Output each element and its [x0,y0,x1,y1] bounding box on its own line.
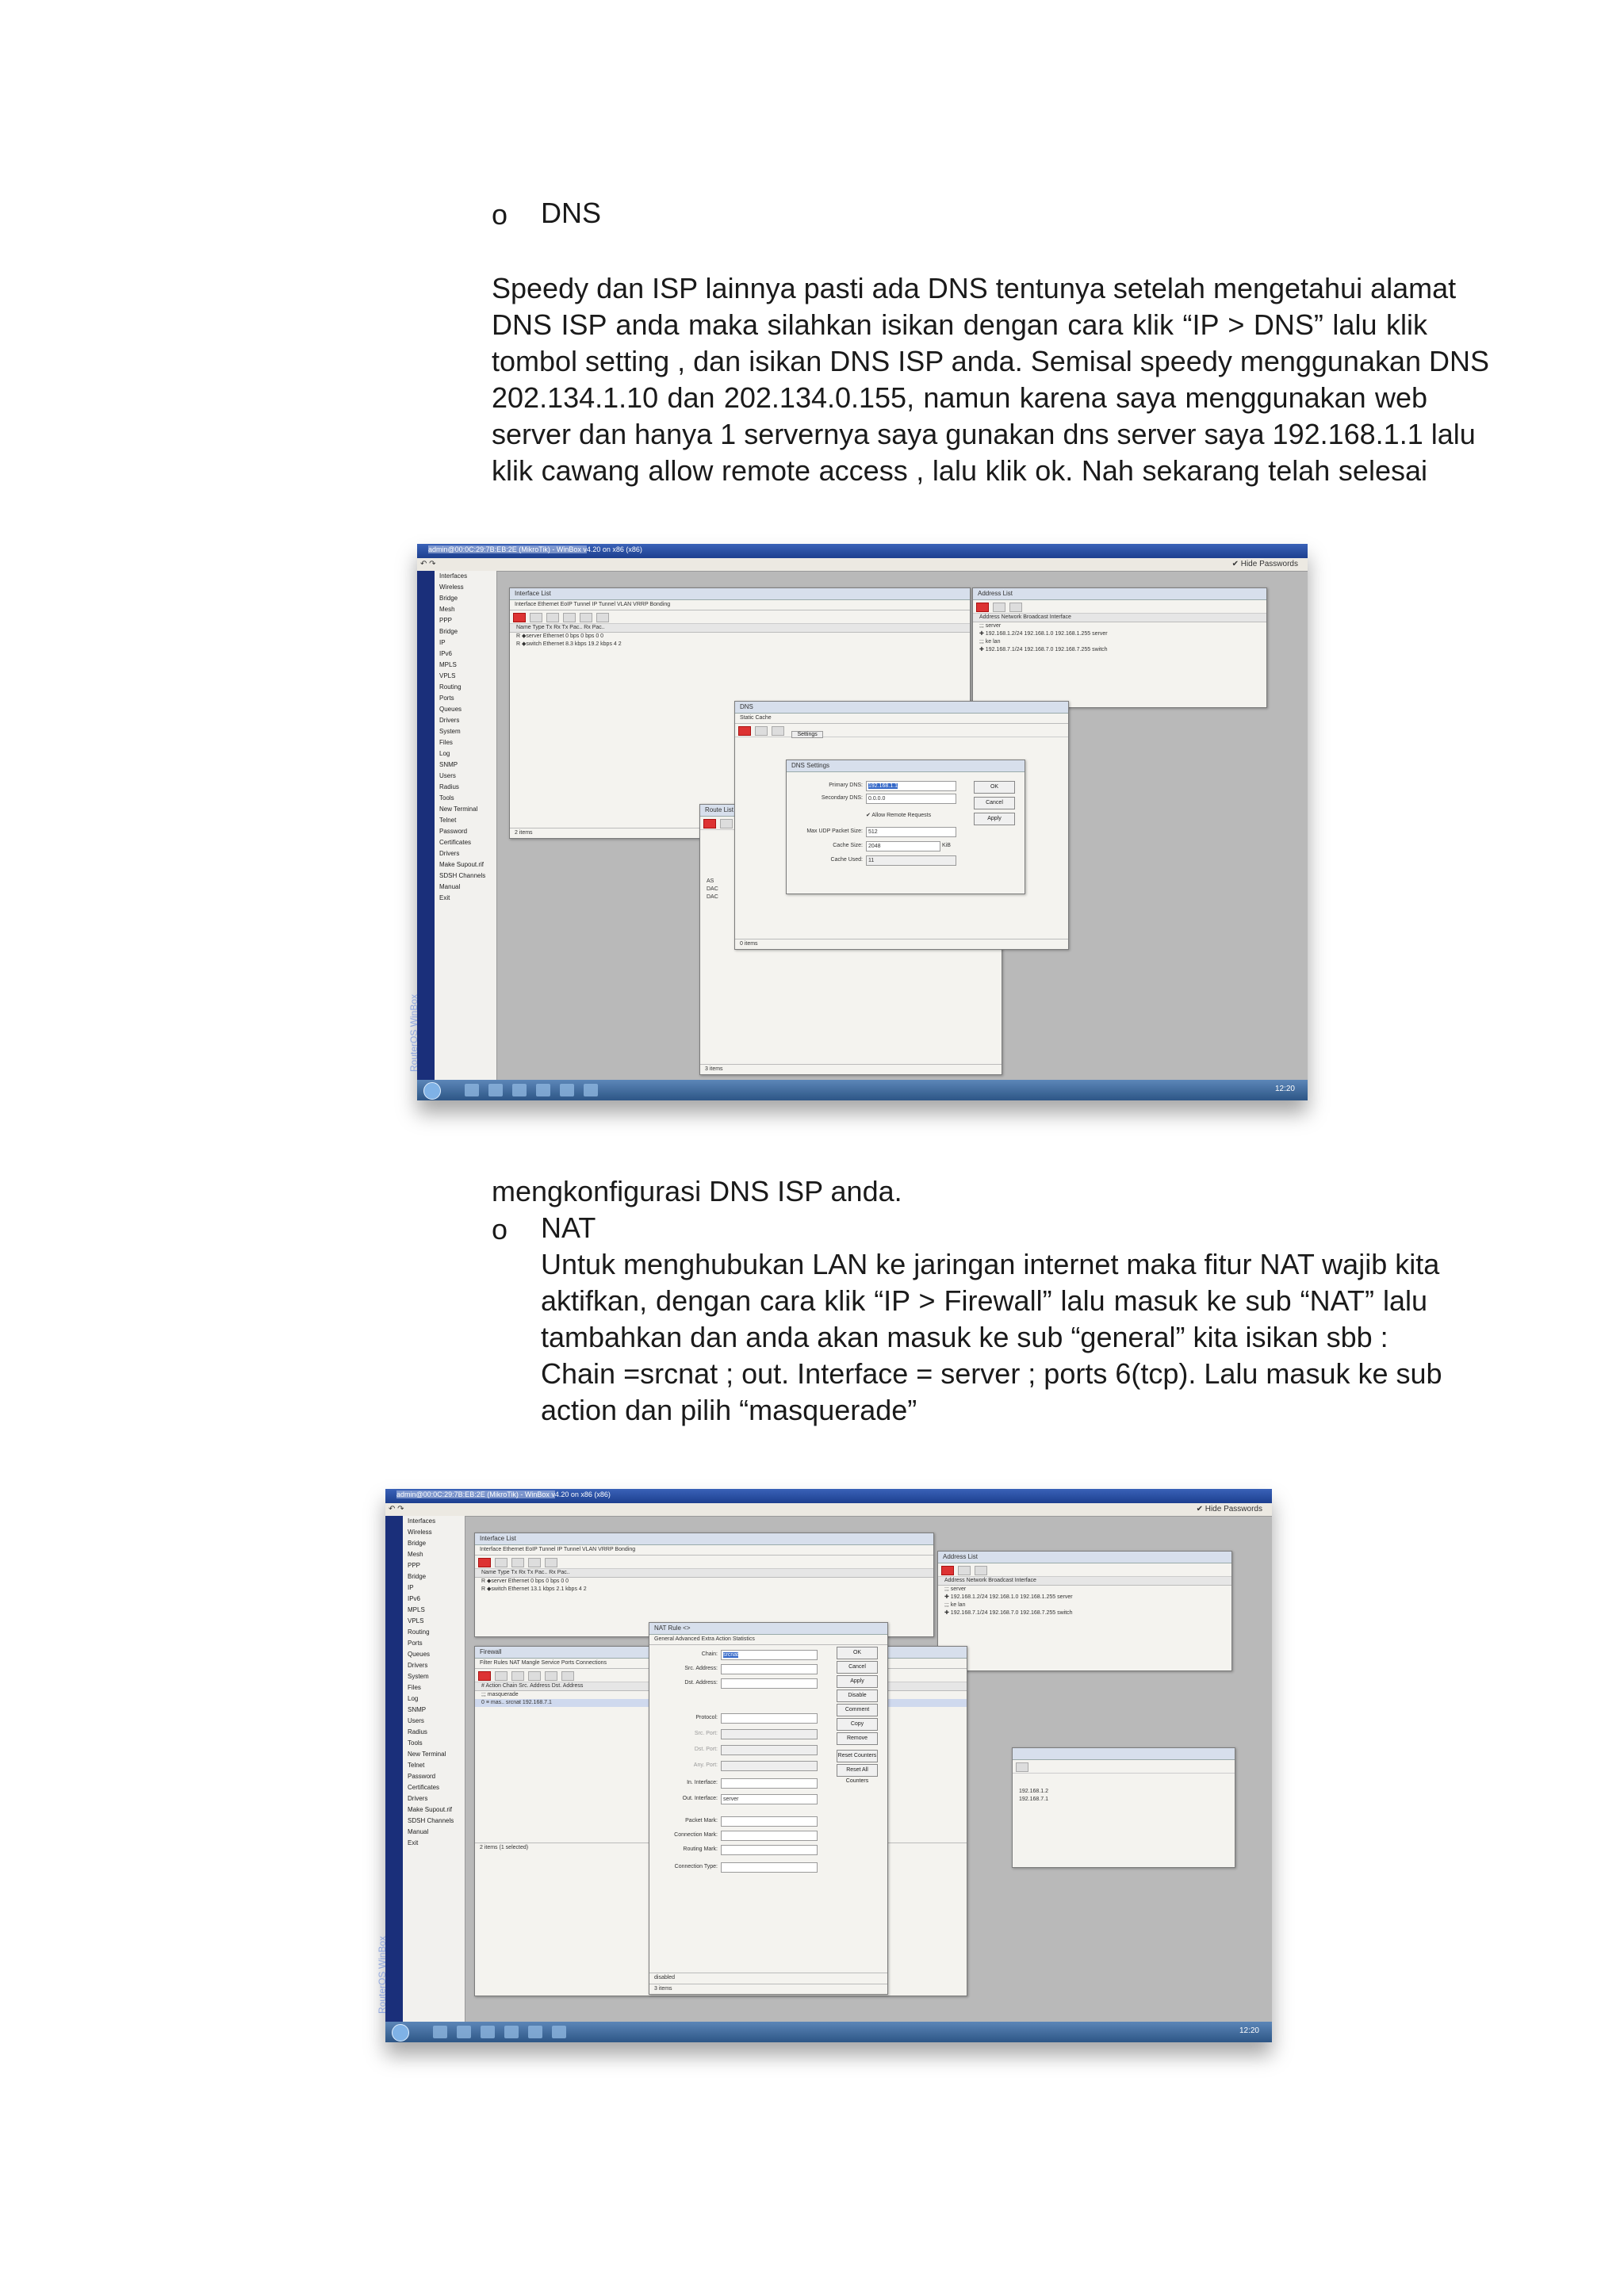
reset-all-counters-button[interactable]: Reset All Counters [837,1764,878,1777]
remove-icon[interactable] [958,1566,971,1575]
table-row[interactable]: 192.168.7.1 [1019,1797,1048,1802]
menu-item[interactable]: IPv6 [439,650,453,657]
window-title: Address List [938,1552,1231,1563]
connection-mark-label: Connection Mark: [674,1832,718,1838]
comment-icon[interactable] [545,1671,557,1681]
taskbar-app-icon[interactable] [552,2026,566,2038]
menu-item[interactable]: Files [408,1684,421,1691]
taskbar-app-icon[interactable] [433,2026,447,2038]
dns-continuation: mengkonfigurasi DNS ISP anda. [492,1175,902,1207]
table-row[interactable]: R ◆switch Ethernet 13.1 kbps 2.1 kbps 4 2 [481,1586,587,1592]
ok-button[interactable]: OK [974,781,1015,794]
menu-item[interactable]: MPLS [408,1606,425,1613]
menu-item[interactable]: Mesh [408,1551,423,1558]
nat-heading: NAT [541,1211,596,1244]
dns-line: klik cawang allow remote access , lalu klik ok. Nah sekarang telah selesai [492,454,1427,487]
taskbar-app-icon[interactable] [536,1084,550,1096]
undo-redo-icons[interactable]: ↶ ↷ [420,560,436,568]
menu-item[interactable]: Telnet [439,817,457,824]
menu-item[interactable]: Radius [439,783,459,790]
taskbar-app-icon[interactable] [481,2026,495,2038]
connection-type-label: Connection Type: [674,1864,718,1869]
window-title: admin@00:0C:29:7B:EB:2E (MikroTik) - WinBox v4.20 on x86 (x86) [428,545,642,553]
table-row[interactable]: ✚ 192.168.1.2/24 192.168.1.0 192.168.1.255 server [944,1594,1073,1600]
remove-button[interactable]: Remove [837,1732,878,1745]
menu-item[interactable]: Bridge [439,628,458,635]
dns-screenshot [408,544,1308,1100]
dst-address-input[interactable] [721,1678,818,1689]
comment-icon[interactable] [580,613,592,622]
toolbar [385,1503,1272,1517]
packet-mark-label: Packet Mark: [685,1818,718,1823]
menu-item[interactable]: Drivers [439,717,460,724]
menu-item[interactable]: Ports [408,1640,423,1647]
dns-line: server dan hanya 1 servernya saya gunakan dns server saya 192.168.1.1 lalu [492,418,1476,450]
taskbar-app-icon[interactable] [528,2026,542,2038]
table-row[interactable]: R ◆server Ethernet 0 bps 0 bps 0 0 [516,633,604,639]
table-header: Name Type Tx Rx Tx Pac.. Rx Pac.. [510,624,970,633]
table-row[interactable]: DAC [707,886,718,892]
start-button-icon[interactable] [423,1082,441,1100]
menu-item[interactable]: SNMP [439,761,458,768]
nat-paragraph [541,1246,1442,1429]
dst-address-label: Dst. Address: [684,1680,718,1686]
copy-button[interactable]: Copy [837,1718,878,1731]
table-header: # Action Chain Src. Address Dst. Address [475,1682,967,1691]
connection-type-select[interactable] [721,1862,818,1873]
window-title: DNS Settings [787,760,1025,772]
add-icon[interactable] [478,1558,491,1567]
menu-item[interactable]: Routing [408,1628,430,1636]
menu-item[interactable]: Bridge [439,595,458,602]
nat-line: action dan pilih “masquerade” [541,1394,917,1426]
taskbar-app-icon[interactable] [512,1084,527,1096]
dns-heading: DNS [541,197,602,229]
status-bar: 0 items [735,939,1068,949]
filter-icon[interactable] [1009,603,1022,612]
protocol-label: Protocol: [695,1715,718,1720]
status-bar-items: 3 items [649,1984,887,1994]
filter-icon[interactable] [561,1671,574,1681]
menu-item[interactable]: New Terminal [408,1751,446,1758]
hide-passwords-checkbox[interactable]: ✔ Hide Passwords [1231,560,1298,568]
remove-icon[interactable] [755,726,768,736]
menu-item[interactable]: Manual [408,1828,429,1835]
apply-button[interactable]: Apply [974,813,1015,825]
packet-mark-select[interactable] [721,1816,818,1827]
dns-line: 202.134.1.10 dan 202.134.0.155, namun karena saya menggunakan web [492,381,1427,414]
menu-item[interactable]: Password [439,828,468,835]
menu-item[interactable]: Tools [439,794,454,802]
window-title: Firewall [475,1647,967,1659]
filter-icon[interactable] [772,726,784,736]
allow-remote-checkbox[interactable]: ✔ Allow Remote Requests [866,813,932,818]
nat-bullet: o [492,1213,508,1246]
nat-line: Chain =srcnat ; out. Interface = server ; ports 6(tcp). Lalu masuk ke sub [541,1357,1442,1390]
tab-bar[interactable]: Static Cache [735,714,1068,724]
hide-passwords-checkbox[interactable]: ✔ Hide Passwords [1196,1505,1262,1513]
table-row[interactable]: ✚ 192.168.7.1/24 192.168.7.0 192.168.7.255 switch [979,647,1108,652]
any-port-input[interactable] [721,1761,818,1771]
cache-size-input[interactable]: 2048 [866,841,940,851]
address-list-window[interactable] [937,1551,1232,1671]
cache-used-value: 11 [866,855,956,866]
clock: 12:20 [1274,1085,1295,1093]
menu-item[interactable]: VPLS [408,1617,424,1624]
menu-item[interactable]: Mesh [439,606,455,613]
cache-size-label: Cache Size: [833,843,863,848]
table-row[interactable]: AS [707,878,714,884]
menu-item[interactable]: Bridge [408,1573,427,1580]
toolbar [938,1563,1231,1577]
add-icon[interactable] [976,603,989,612]
taskbar-app-icon[interactable] [584,1084,598,1096]
menu-item[interactable]: MPLS [439,661,457,668]
primary-dns-input[interactable]: 192.168.1.1 [866,781,956,791]
table-row[interactable]: ✚ 192.168.1.2/24 192.168.1.0 192.168.1.255 server [979,631,1108,637]
max-udp-label: Max UDP Packet Size: [806,828,863,834]
brand-strip: RouterOS WinBox [385,1516,403,2022]
window-titlebar [385,1489,1272,1503]
src-port-input[interactable] [721,1729,818,1739]
table-header: Address Network Broadcast Interface [938,1577,1231,1586]
menu-item[interactable]: System [439,728,461,735]
taskbar-app-icon[interactable] [504,2026,519,2038]
toolbar [510,610,970,624]
menu-item[interactable]: SDSH Channels [439,872,486,879]
window-titlebar [417,544,1308,558]
table-row: ;;; ke lan [944,1602,966,1608]
menu-item[interactable]: Files [439,739,453,746]
window-title: NAT Rule <> [649,1623,887,1635]
dns-line: tombol setting , dan isikan DNS ISP anda. Semisal speedy menggunakan DNS [492,345,1490,377]
menu-item[interactable]: PPP [439,617,453,624]
filter-icon[interactable] [975,1566,987,1575]
remove-icon[interactable] [530,613,542,622]
disable-button[interactable]: Disable [837,1689,878,1702]
toolbar [475,1556,933,1569]
secondary-dns-input[interactable]: 0.0.0.0 [866,794,956,804]
menu-item[interactable]: Interfaces [439,572,468,580]
taskbar-app-icon[interactable] [488,1084,503,1096]
status-bar: 2 items [510,828,970,838]
src-address-input[interactable] [721,1664,818,1674]
menu-item[interactable]: Routing [439,683,462,691]
dns-line: Speedy dan ISP lainnya pasti ada DNS tentunya setelah mengetahui alamat [492,272,1457,304]
ok-button[interactable]: OK [837,1647,878,1659]
secondary-dns-label: Secondary DNS: [821,795,863,801]
cache-size-unit: KiB [942,843,951,848]
menu-item[interactable]: Log [408,1695,419,1702]
start-button-icon[interactable] [392,2024,409,2042]
toolbar [417,558,1308,572]
taskbar-app-icon[interactable] [457,2026,471,2038]
menu-item[interactable]: IP [408,1584,414,1591]
menu-item[interactable]: Exit [439,894,450,901]
in-interface-label: In. Interface: [687,1780,718,1785]
reset-counters-button[interactable]: Reset Counters [837,1750,878,1762]
menu-item[interactable]: Bridge [408,1540,427,1547]
menu-item[interactable]: System [408,1673,429,1680]
table-row: ;;; server [944,1586,967,1592]
menu-item[interactable]: VPLS [439,672,456,679]
menu-item[interactable]: Drivers [408,1795,428,1802]
table-row: ;;; ke lan [979,639,1001,645]
menu-item[interactable]: PPP [408,1562,421,1569]
table-row[interactable]: DAC [707,894,718,900]
menu-item[interactable]: Users [439,772,456,779]
out-interface-select[interactable]: server [721,1794,818,1804]
clock: 12:20 [1239,2026,1259,2035]
settings-button[interactable]: Settings [791,731,822,738]
menu-item[interactable]: Make Supout.rif [408,1806,453,1813]
window-title: admin@00:0C:29:7B:EB:2E (MikroTik) - WinBox v4.20 on x86 (x86) [396,1490,611,1498]
status-bar: disabled [649,1973,887,1983]
menu-item[interactable]: Wireless [439,584,464,591]
status-bar: 3 items [700,1064,1002,1074]
disable-icon[interactable] [528,1671,541,1681]
table-row[interactable]: R ◆server Ethernet 0 bps 0 bps 0 0 [481,1578,569,1584]
dns-bullet: o [492,198,508,231]
window-title: DNS [735,702,1068,714]
status-bar: 2 items (1 selected) [475,1843,967,1853]
routing-mark-label: Routing Mark: [683,1846,718,1852]
cancel-button[interactable]: Cancel [837,1661,878,1674]
menu-item[interactable]: Wireless [408,1529,432,1536]
taskbar [385,2022,1272,2042]
table-row[interactable]: 192.168.1.2 [1019,1789,1048,1794]
filter-icon[interactable] [596,613,609,622]
enable-icon[interactable] [511,1558,524,1567]
max-udp-input[interactable]: 512 [866,827,956,837]
connection-mark-select[interactable] [721,1831,818,1841]
chain-select[interactable]: srcnat [721,1650,818,1660]
add-icon[interactable] [941,1566,954,1575]
add-icon[interactable] [703,819,716,828]
routing-mark-select[interactable] [721,1845,818,1855]
menu-item[interactable]: Certificates [408,1784,440,1791]
tab-bar[interactable]: Interface Ethernet EoIP Tunnel IP Tunnel VLAN VRRP Bonding [475,1545,933,1556]
nat-line: Untuk menghubukan LAN ke jaringan internet maka fitur NAT wajib kita [541,1248,1440,1280]
brand-strip: RouterOS WinBox [417,571,435,1080]
window-title: Interface List [475,1533,933,1545]
remove-icon[interactable] [495,1671,508,1681]
tab-bar[interactable]: Interface Ethernet EoIP Tunnel IP Tunnel VLAN VRRP Bonding [510,600,970,610]
menu-item[interactable]: Queues [439,706,462,713]
menu-item[interactable]: Certificates [439,839,472,846]
menu-item[interactable]: Log [439,750,450,757]
any-port-label: Any. Port: [693,1762,718,1768]
tab-bar[interactable]: Filter Rules NAT Mangle Service Ports Connections [475,1659,967,1669]
menu-item[interactable]: Tools [408,1739,423,1747]
enable-icon[interactable] [546,613,559,622]
comment-button[interactable]: Comment [837,1704,878,1716]
remove-icon[interactable] [993,603,1005,612]
table-row[interactable]: 0 ≡ mas.. srcnat 192.168.7.1 [475,1699,967,1707]
main-menu [403,1516,465,2022]
nat-line: tambahkan dan anda akan masuk ke sub “general” kita isikan sbb : [541,1321,1388,1353]
menu-item[interactable]: Queues [408,1651,431,1658]
tab-bar[interactable]: General Advanced Extra Action Statistics [649,1635,887,1645]
table-row[interactable]: R ◆switch Ethernet 8.3 kbps 19.2 kbps 4 2 [516,641,622,647]
menu-item[interactable]: IPv6 [408,1595,421,1602]
main-menu [435,571,497,1080]
primary-dns-label: Primary DNS: [829,783,863,788]
table-header: Name Type Tx Rx Tx Pac.. Rx Pac.. [475,1569,933,1578]
table-row[interactable]: ✚ 192.168.7.1/24 192.168.7.0 192.168.7.255 switch [944,1610,1073,1616]
out-interface-label: Out. Interface: [682,1796,718,1801]
src-address-label: Src. Address: [684,1666,718,1671]
nat-line: aktifkan, dengan cara klik “IP > Firewall” lalu masuk ke sub “NAT” lalu [541,1284,1427,1317]
window-title: Interface List [510,588,970,600]
filter-icon[interactable] [545,1558,557,1567]
menu-item[interactable]: Ports [439,695,454,702]
in-interface-select[interactable] [721,1778,818,1789]
src-port-label: Src. Port: [694,1731,718,1736]
menu-item[interactable]: Make Supout.rif [439,861,485,868]
remove-icon[interactable] [720,819,733,828]
dns-paragraph [492,270,1490,489]
window-title-bar [1013,1748,1235,1760]
menu-item[interactable]: SNMP [408,1706,427,1713]
menu-item[interactable]: IP [439,639,446,646]
menu-item[interactable]: Telnet [408,1762,425,1769]
dns-settings-dialog[interactable] [786,760,1025,894]
disable-icon[interactable] [563,613,576,622]
disable-icon[interactable] [528,1558,541,1567]
menu-item[interactable]: Users [408,1717,424,1724]
menu-item[interactable]: Password [408,1773,436,1780]
enable-icon[interactable] [511,1671,524,1681]
dns-line: DNS ISP anda maka silahkan isikan dengan cara klik “IP > DNS” lalu klik [492,308,1427,341]
protocol-select[interactable] [721,1713,818,1724]
taskbar [417,1080,1308,1100]
taskbar-app-icon[interactable] [560,1084,574,1096]
menu-item[interactable]: Interfaces [408,1517,436,1525]
address-list-window[interactable] [972,587,1267,708]
taskbar-app-icon[interactable] [465,1084,479,1096]
route-list-window[interactable] [1012,1747,1235,1868]
undo-redo-icons[interactable]: ↶ ↷ [389,1505,404,1513]
window-title: Route List [700,805,1002,817]
menu-item[interactable]: Exit [408,1839,419,1846]
menu-item[interactable]: SDSH Channels [408,1817,454,1824]
dst-port-label: Dst. Port: [694,1747,718,1752]
table-row: ;;; server [979,623,1002,629]
remove-icon[interactable] [495,1558,508,1567]
nat-screenshot [377,1489,1272,2042]
toolbar [973,600,1266,614]
add-icon[interactable] [513,613,526,622]
add-icon[interactable] [738,726,751,736]
chain-label: Chain: [701,1651,718,1657]
cache-used-label: Cache Used: [830,857,863,863]
nat-rule-dialog[interactable] [649,1622,888,1995]
toolbar [735,724,1068,737]
add-icon[interactable] [478,1671,491,1681]
menu-item[interactable]: Drivers [439,850,460,857]
menu-item[interactable]: Radius [408,1728,427,1735]
filter-icon[interactable] [1016,1762,1028,1772]
menu-item[interactable]: Drivers [408,1662,428,1669]
menu-item[interactable]: New Terminal [439,806,478,813]
menu-item[interactable]: Manual [439,883,461,890]
table-header: Address Network Broadcast Interface [973,614,1266,622]
cancel-button[interactable]: Cancel [974,797,1015,809]
apply-button[interactable]: Apply [837,1675,878,1688]
table-row: ;;; masquerade [481,1692,519,1697]
toolbar [1013,1760,1235,1774]
dst-port-input[interactable] [721,1745,818,1755]
window-title: Address List [973,588,1266,600]
